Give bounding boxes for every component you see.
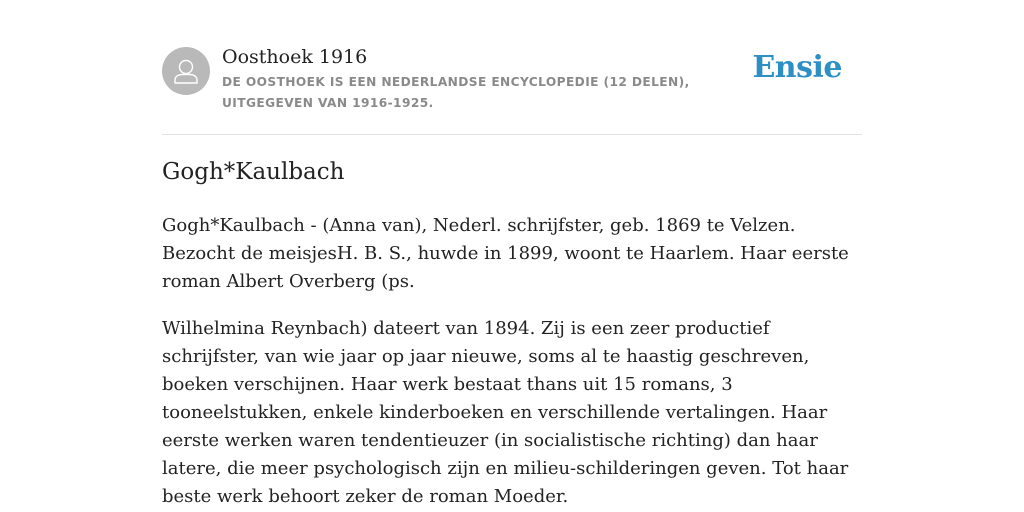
author-description: DE OOSTHOEK IS EEN NEDERLANDSE ENCYCLOPEDIE (12 DELEN), UITGEGEVEN VAN 1916-1925.: [222, 75, 690, 110]
author-header: [162, 0, 862, 135]
article-paragraph: Gogh*Kaulbach - (Anna van), Nederl. schrijfster, geb. 1869 te Velzen. Bezocht de meisjesH. B. S., huwde in 1899, woont te Haarlem. Haar eerste roman Albert Overberg (ps.: [162, 215, 849, 292]
author-name[interactable]: Oosthoek 1916: [222, 46, 368, 68]
user-icon: [162, 47, 210, 95]
author-avatar[interactable]: [162, 47, 210, 95]
article-paragraph: Wilhelmina Reynbach) dateert van 1894. Zij is een zeer productief schrijfster, van wie jaar op jaar nieuwe, soms al te haastig geschreven, boeken verschijnen. Haar werk bestaat thans uit 15 romans, 3 tooneelstukken, enkele kinderboeken en verschillende vertalingen. Haar eerste werken waren tendentieuzer (in socialistische richting) dan haar latere, die meer psychologisch zijn en milieu-schilderingen geven. Tot haar beste werk behoort zeker de roman Moeder.: [162, 318, 849, 507]
article-title: Gogh*Kaulbach: [162, 159, 345, 185]
ensie-logo[interactable]: Ensie: [752, 50, 842, 85]
page-container: [162, 0, 862, 507]
